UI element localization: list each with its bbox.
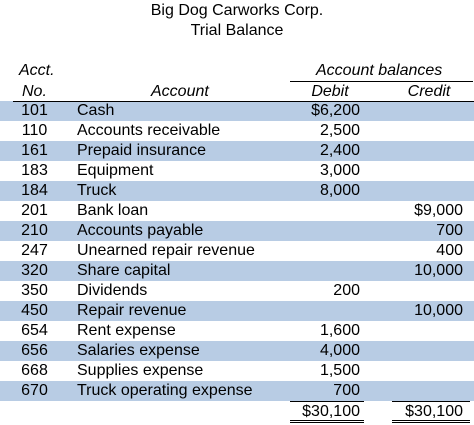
company-title: Big Dog Carworks Corp. xyxy=(150,2,324,19)
account-number: 450 xyxy=(21,302,48,319)
credit-amount: 400 xyxy=(436,242,463,259)
account-number: 184 xyxy=(21,182,48,199)
account-number: 656 xyxy=(21,342,48,359)
account-name: Unearned repair revenue xyxy=(77,242,255,259)
balances-divider xyxy=(290,81,473,82)
header-debit: Debit xyxy=(311,83,349,100)
trial-balance-table xyxy=(0,101,474,401)
account-number: 101 xyxy=(21,102,48,119)
table-row xyxy=(0,381,474,401)
credit-amount: 700 xyxy=(436,222,463,239)
table-row xyxy=(0,181,474,201)
debit-amount: 4,000 xyxy=(319,342,360,359)
debit-amount: 200 xyxy=(333,282,360,299)
account-name: Share capital xyxy=(77,262,171,279)
account-name: Equipment xyxy=(77,162,154,179)
table-row xyxy=(0,241,474,261)
header-account-balances: Account balances xyxy=(316,62,443,79)
table-row xyxy=(0,141,474,161)
account-name: Dividends xyxy=(77,282,148,299)
account-number: 668 xyxy=(21,362,48,379)
credit-amount: $9,000 xyxy=(414,202,463,219)
account-number: 670 xyxy=(21,382,48,399)
header-credit: Credit xyxy=(407,83,451,100)
debit-double-underline xyxy=(290,422,364,423)
header-acct: Acct. xyxy=(19,62,55,79)
debit-amount: $6,200 xyxy=(311,102,360,119)
account-name: Accounts payable xyxy=(77,222,204,239)
debit-amount: 1,600 xyxy=(319,322,360,339)
account-number: 350 xyxy=(21,282,48,299)
account-name: Truck xyxy=(77,182,117,199)
header-no: No. xyxy=(22,83,47,100)
debit-amount: 2,500 xyxy=(319,122,360,139)
header-account: Account xyxy=(151,83,209,100)
debit-amount: 2,400 xyxy=(319,142,360,159)
table-row xyxy=(0,341,474,361)
credit-amount: 10,000 xyxy=(414,302,463,319)
account-name: Prepaid insurance xyxy=(77,142,206,159)
credit-double-underline xyxy=(392,420,470,421)
table-row xyxy=(0,261,474,281)
header-divider xyxy=(13,101,474,102)
account-name: Supplies expense xyxy=(77,362,204,379)
credit-total-underline xyxy=(392,401,470,402)
table-row xyxy=(0,161,474,181)
account-name: Truck operating expense xyxy=(77,382,253,399)
table-row xyxy=(0,221,474,241)
account-number: 183 xyxy=(21,162,48,179)
table-row xyxy=(0,321,474,341)
table-row xyxy=(0,281,474,301)
debit-amount: 700 xyxy=(333,382,360,399)
account-name: Repair revenue xyxy=(77,302,187,319)
account-number: 110 xyxy=(21,122,48,139)
table-row xyxy=(0,361,474,381)
total-debit: $30,100 xyxy=(302,403,360,420)
account-name: Cash xyxy=(77,102,115,119)
debit-amount: 8,000 xyxy=(319,182,360,199)
debit-total-underline xyxy=(290,401,364,402)
account-number: 161 xyxy=(21,142,48,159)
account-number: 201 xyxy=(21,202,48,219)
account-name: Accounts receivable xyxy=(77,122,221,139)
table-row xyxy=(0,301,474,321)
table-row xyxy=(0,101,474,121)
credit-amount: 10,000 xyxy=(414,262,463,279)
account-number: 247 xyxy=(21,242,48,259)
account-number: 654 xyxy=(21,322,48,339)
table-row xyxy=(0,121,474,141)
debit-amount: 3,000 xyxy=(319,162,360,179)
credit-double-underline xyxy=(392,422,470,423)
report-title: Trial Balance xyxy=(190,22,284,39)
account-name: Salaries expense xyxy=(77,342,200,359)
account-number: 210 xyxy=(21,222,48,239)
table-row xyxy=(0,201,474,221)
account-name: Rent expense xyxy=(77,322,176,339)
debit-double-underline xyxy=(290,420,364,421)
account-name: Bank loan xyxy=(77,202,149,219)
debit-amount: 1,500 xyxy=(319,362,360,379)
account-number: 320 xyxy=(21,262,48,279)
total-credit: $30,100 xyxy=(405,403,463,420)
